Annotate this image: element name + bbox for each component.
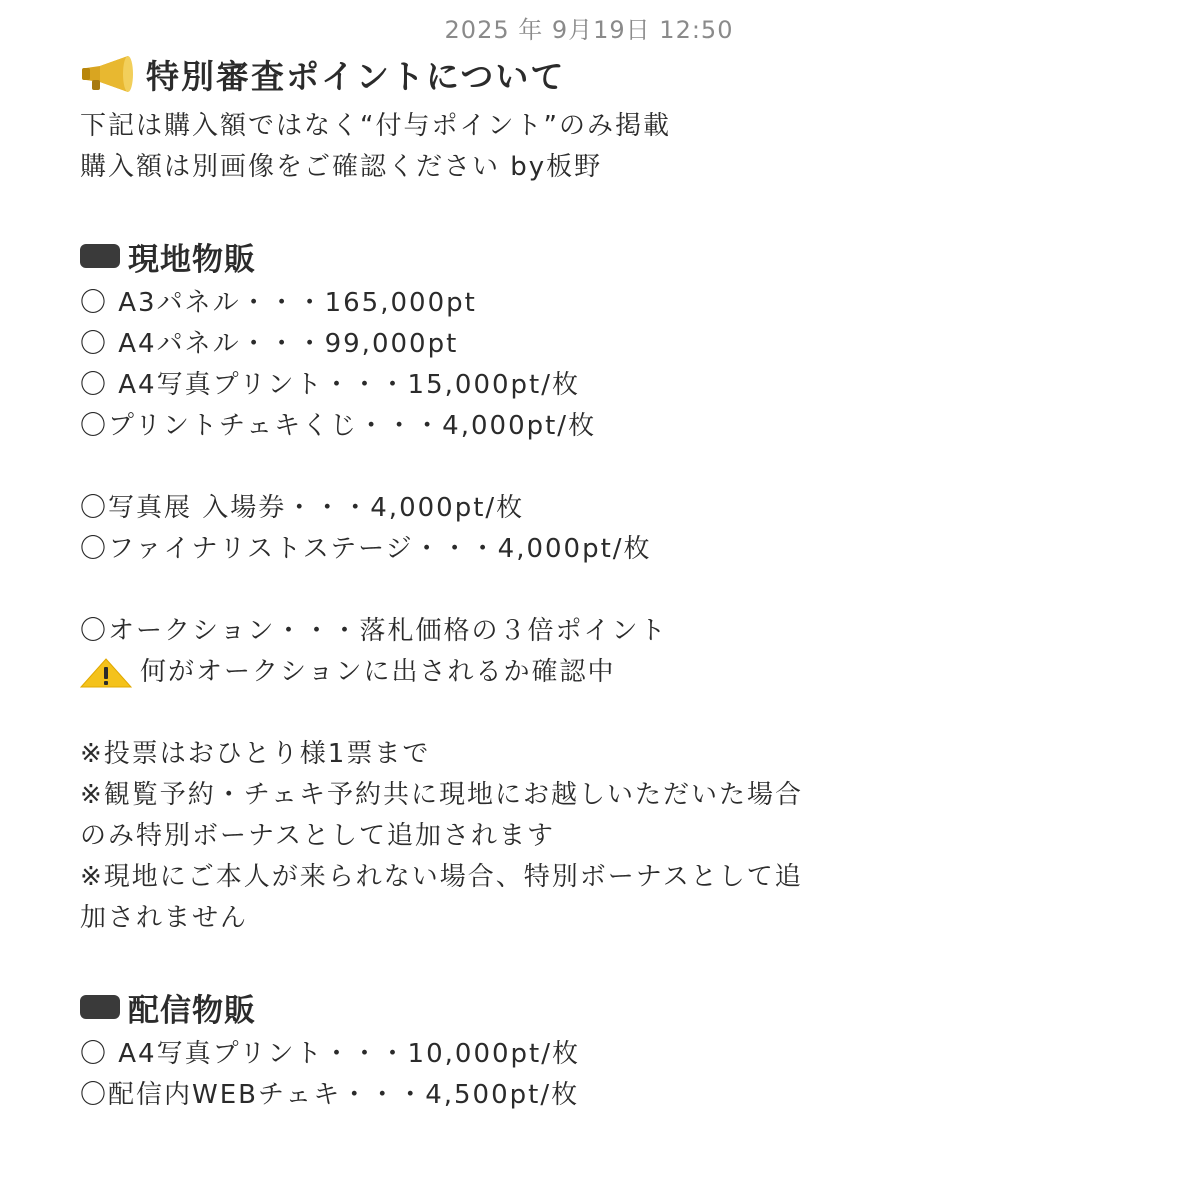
list-item: 〇ファイナリストステージ・・・4,000pt/枚 [80, 534, 652, 564]
section-heading-text: 配信物販 [128, 992, 256, 1029]
black-square-icon [80, 244, 120, 268]
intro-line-1: 下記は購入額ではなく“付与ポイント”のみ掲載 [80, 111, 671, 141]
list-item: 〇 A4写真プリント・・・10,000pt/枚 [80, 1039, 580, 1069]
note-line: ※投票はおひとり様1票まで [80, 739, 431, 769]
message-timestamp: 2025 年 9月19日 12:50 [444, 16, 734, 44]
warning-icon [80, 658, 132, 688]
intro-line-2: 購入額は別画像をご確認ください by板野 [80, 152, 603, 182]
note-line: のみ特別ボーナスとして追加されます [80, 821, 555, 851]
megaphone-icon [80, 54, 136, 94]
list-item: 〇配信内WEBチェキ・・・4,500pt/枚 [80, 1080, 580, 1110]
warning-line [80, 652, 1140, 693]
title-text: 特別審査ポイントについて [146, 56, 566, 96]
black-square-icon [80, 995, 120, 1019]
message-body [80, 50, 1140, 1116]
warning-text: 何がオークションに出されるか確認中 [140, 657, 616, 687]
note-line: 加されません [80, 903, 249, 933]
section-heading-stream [80, 980, 1140, 1034]
section-heading-text: 現地物販 [128, 241, 256, 278]
list-item: 〇 A4パネル・・・99,000pt [80, 329, 459, 359]
note-line: ※観覧予約・チェキ予約共に現地にお越しいただいた場合 [80, 780, 804, 810]
message-title [80, 50, 1140, 98]
list-item: 〇プリントチェキくじ・・・4,000pt/枚 [80, 411, 597, 441]
list-item: 〇写真展 入場券・・・4,000pt/枚 [80, 493, 525, 523]
list-item: 〇 A4写真プリント・・・15,000pt/枚 [80, 370, 580, 400]
auction-item: 〇オークション・・・落札価格の３倍ポイント [80, 616, 668, 646]
list-item: 〇 A3パネル・・・165,000pt [80, 288, 477, 318]
section-heading-onsite [80, 229, 1140, 283]
note-line: ※現地にご本人が来られない場合、特別ボーナスとして追 [80, 862, 803, 892]
